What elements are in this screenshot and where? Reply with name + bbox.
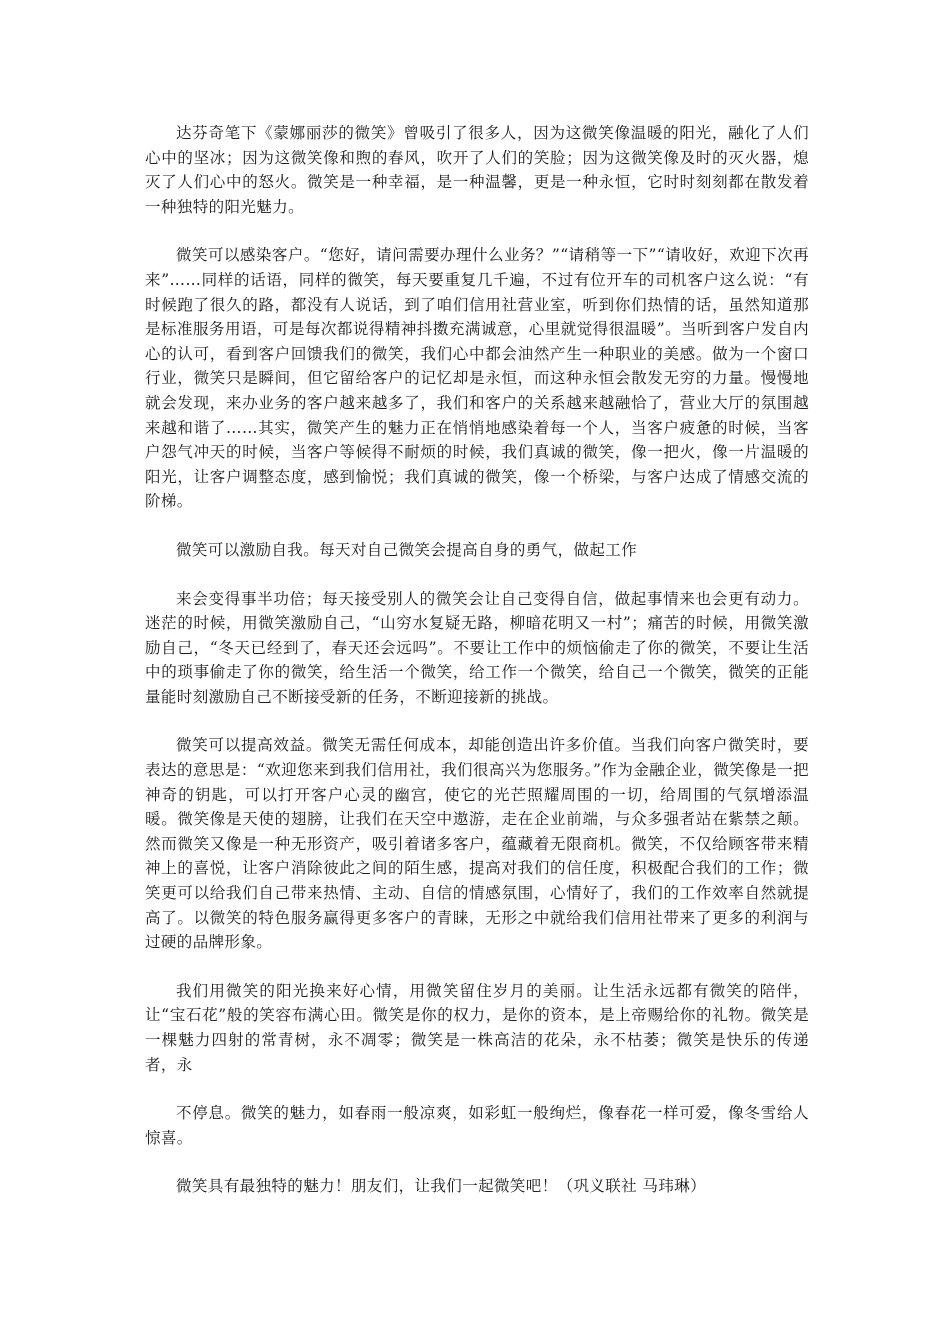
paragraph-infect-customers: 微笑可以感染客户。“您好，请问需要办理什么业务？”“请稍等一下”“请收好，欢迎下次再来”……同样的话语，同样的微笑，每天要重复几千遍，不过有位开车的司机客户这么说：“有时候跑了很久的路，都没有人说话，到了咱们信用社营业室，听到你们热情的话，虽然知道那是标准服务用语，可是每次都说得精神抖擞充满诚意，心里就觉得很温暖”。当听到客户发自内心的认可，看到客户回馈我们的微笑，我们心中都会油然产生一种职业的美感。做为一个窗口行业，微笑只是瞬间，但它留给客户的记忆却是永恒，而这种永恒会散发无穷的力量。慢慢地就会发现，来办业务的客户越来越多了，我们和客户的关系越来越融恰了，营业大厅的氛围越来越和谐了……其实，微笑产生的魅力正在悄悄地感染着每一个人，当客户疲惫的时候，当客户怨气冲天的时候，当客户等候得不耐烦的时候，我们真诚的微笑，像一把火，像一片温暖的阳光，让客户调整态度，感到愉悦；我们真诚的微笑，像一个桥梁，与客户达成了情感交流的阶梯。 bbox=[145, 246, 809, 511]
paragraph-closing: 微笑具有最独特的魅力！朋友们，让我们一起微笑吧！（巩义联社 马玮琳） bbox=[176, 1177, 707, 1196]
article-body bbox=[145, 121, 809, 1199]
paragraph-charm: 不停息。微笑的魅力，如春雨一般凉爽，如彩虹一般绚烂，像春花一样可爱，像冬雪给人惊喜。 bbox=[145, 1104, 809, 1147]
paragraph-intro: 达芬奇笔下《蒙娜丽莎的微笑》曾吸引了很多人，因为这微笑像温暖的阳光，融化了人们心中的坚冰；因为这微笑像和煦的春风，吹开了人们的笑脸；因为这微笑像及时的灭火器，熄灭了人们心中的怒火。微笑是一种幸福，是一种温馨，更是一种永恒，它时时刻刻都在散发着一种独特的阳光魅力。 bbox=[145, 124, 809, 216]
paragraph-sunshine-mood: 我们用微笑的阳光换来好心情，用微笑留住岁月的美丽。让生活永远都有微笑的陪伴，让“宝石花”般的笑容布满心田。微笑是你的权力，是你的资本，是上帝赐给你的礼物。微笑是一棵魅力四射的常青树，永不凋零；微笑是一株高洁的花朵，永不枯萎；微笑是快乐的传递者，永 bbox=[145, 981, 809, 1074]
paragraph-improve-efficiency: 微笑可以提高效益。微笑无需任何成本，却能创造出许多价值。当我们向客户微笑时，要表达的意思是：“欢迎您来到我们信用社，我们很高兴为您服务。”作为金融企业，微笑像是一把神奇的钥匙，可以打开客户心灵的幽宫，使它的光芒照耀周围的一切，给周围的气氛增添温暖。微笑像是天使的翅膀，让我们在天空中遨游，走在企业前端，与众多强者站在紫禁之颠。然而微笑又像是一种无形资产，吸引着诸多客户，蕴藏着无限商机。微笑，不仅给顾客带来精神上的喜悦，让客户消除彼此之间的陌生感，提高对我们的信任度，积极配合我们的工作；微笑更可以给我们自己带来热情、主动、自信的情感氛围，心情好了，我们的工作效率自然就提高了。以微笑的特色服务赢得更多客户的青睐，无形之中就给我们信用社带来了更多的利润与过硬的品牌形象。 bbox=[145, 736, 809, 952]
paragraph-self-motivation: 微笑可以激励自我。每天对自己微笑会提高自身的勇气，做起工作 bbox=[176, 540, 638, 559]
paragraph-self-motivation-continued: 来会变得事半功倍；每天接受别人的微笑会让自己变得自信，做起事情来也会更有动力。迷茫的时候，用微笑激励自己，“山穷水复疑无路，柳暗花明又一村”；痛苦的时候，用微笑激励自己，“冬天已经到了，春天还会远吗”。不要让工作中的烦恼偷走了你的微笑，不要让生活中的琐事偷走了你的微笑，给生活一个微笑，给工作一个微笑，给自己一个微笑，微笑的正能量能时刻激励自己不断接受新的任务，不断迎接新的挑战。 bbox=[145, 589, 809, 706]
